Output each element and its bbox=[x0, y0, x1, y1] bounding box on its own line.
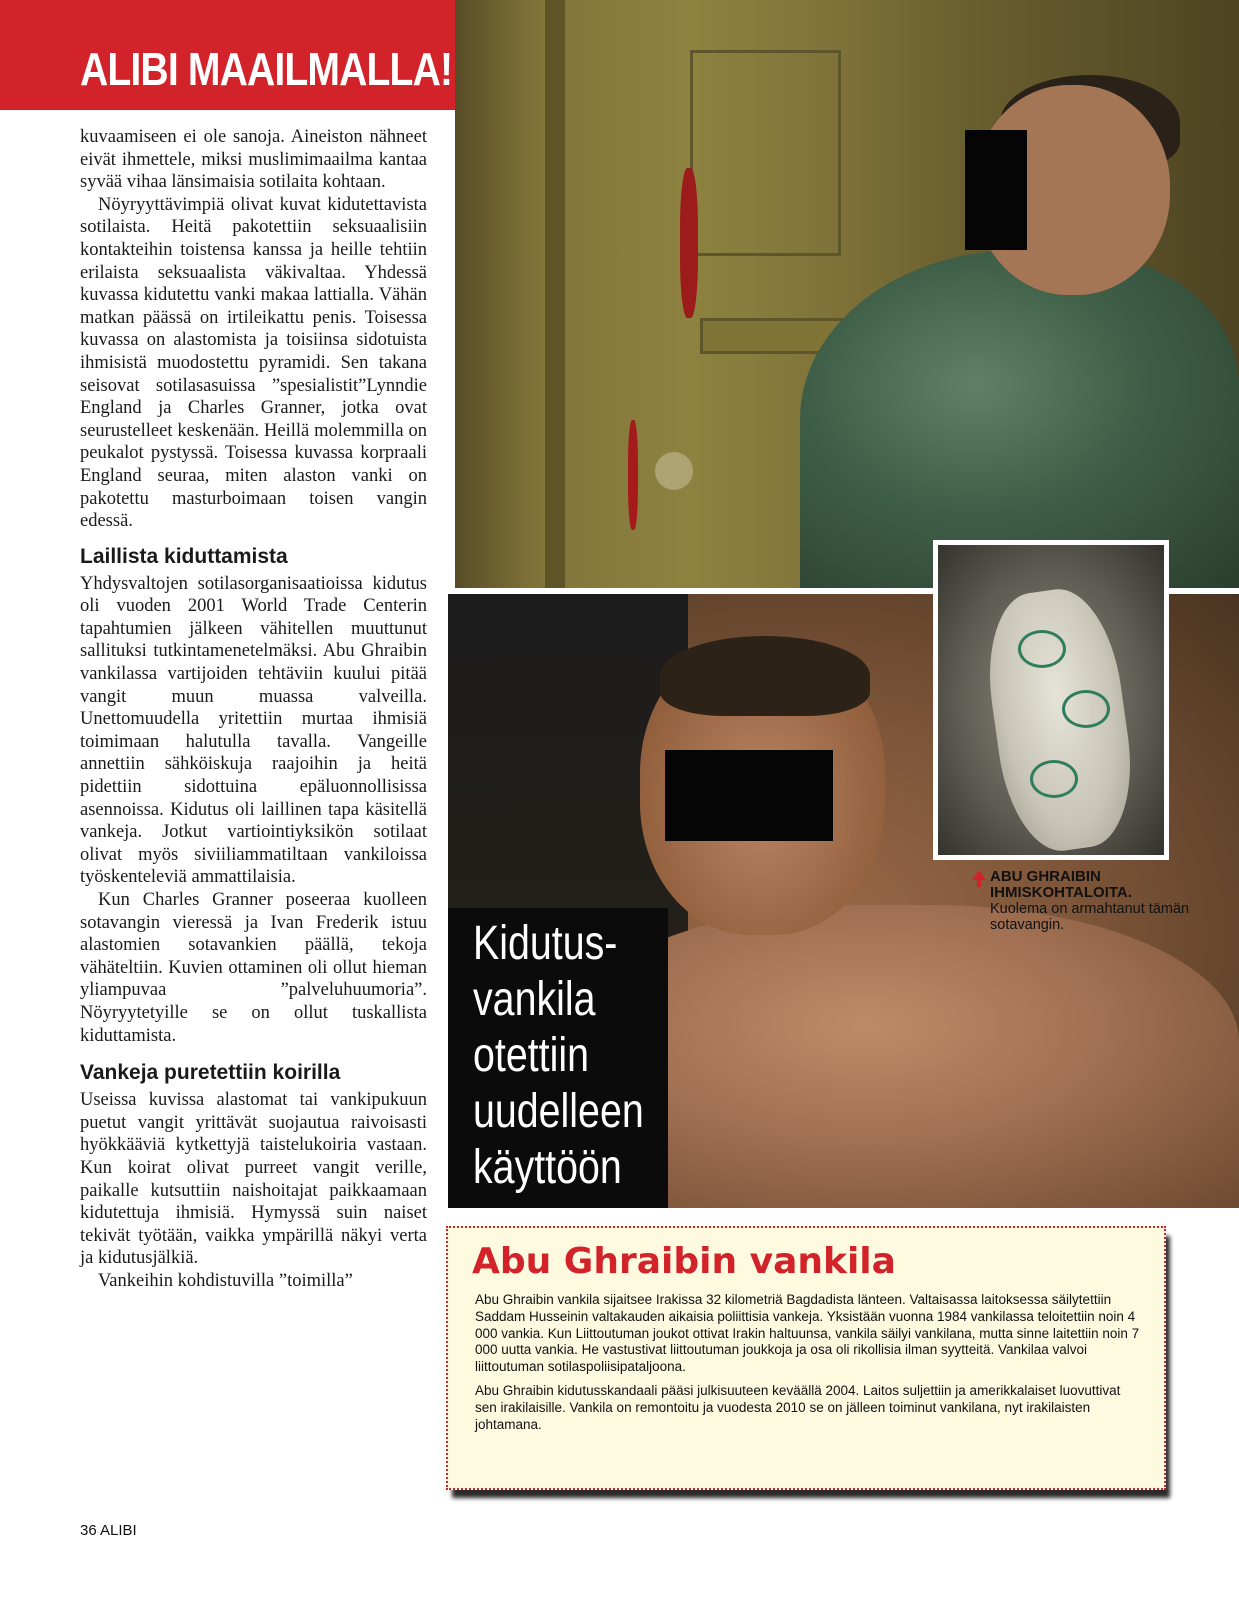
wrap-pattern bbox=[1062, 690, 1110, 728]
wrap-pattern bbox=[1030, 760, 1078, 798]
censor-bar bbox=[965, 130, 1027, 250]
photo-caption bbox=[990, 869, 1190, 933]
article-column bbox=[80, 126, 427, 1293]
section-title: ALIBI MAAILMALLA! bbox=[80, 43, 453, 95]
paragraph: Abu Ghraibin kidutusskandaali pääsi julkisuuteen keväällä 2004. Laitos suljettiin ja amerikkalaiset luovuttivat sen irakilaisille. Vankila on remontoitu ja vuodesta 2010 se on jälleen toiminut vankilana, nyt irakilaisten johtamana. bbox=[475, 1382, 1121, 1432]
blanket-figure bbox=[800, 250, 1239, 588]
blood-stain bbox=[680, 168, 698, 318]
blood-stain bbox=[628, 420, 638, 530]
paragraph: Abu Ghraibin vankila sijaitsee Irakissa 32 kilometriä Bagdadista länteen. Valtaisassa laitoksessa säilytettiin Saddam Husseinin valtakauden aikaisia poliittisia vankeja. Yksistään vuonna 1984 vankilassa teloitettiin noin 4 000 vankia. Kun Liittoutuman joukot ottivat Irakin haltuunsa, vankila säilyi vankilana, mutta sinne laitettiin noin 7 000 uutta vankia. He vastustivat liittoutuman joukkoja ja osa oli rikollisia ilman syytteitä. Vankilaa valvoi liittoutuman sotilaspoliisipataljoona. bbox=[475, 1292, 1140, 1375]
caption-text: Kuolema on armahtanut tämän sotavangin. bbox=[990, 901, 1190, 933]
hair bbox=[660, 636, 870, 716]
paragraph: kuvaamiseen ei ole sanoja. Aineiston nähneet eivät ihmettele, miksi muslimimaailma kantaa syvää vihaa länsimaisia sotilaita kohtaan. bbox=[80, 127, 427, 193]
door-slot bbox=[690, 50, 841, 256]
arrow-up-icon-stem bbox=[977, 879, 981, 887]
paragraph: Kun Charles Granner poseeraa kuolleen sotavangin vieressä ja Ivan Frederik istuu alastomien sotavankien päällä, tekoja vähäteltiin. Kuvien ottaminen oli ollut hieman yliampuvaa ”palveluhuumoria”. Nöyryytetyille se on ollut tuskallista kiduttamista. bbox=[80, 890, 427, 1046]
headline: Kidutus- vankila otettiin uudelleen käyttöön bbox=[473, 917, 644, 1194]
infobox-body bbox=[475, 1292, 1145, 1440]
infobox-title: Abu Ghraibin vankila bbox=[472, 1241, 896, 1282]
paragraph: Nöyryyttävimpiä olivat kuvat kidutettavista sotilaista. Heitä pakotettiin seksuaalisiin kontakteihin toistensa kanssa ja heille tehtiin erilaista seksuaalista väkivaltaa. Yhdessä kuvassa kidutettu vanki makaa lattialla. Vähän matkan päässä on irtileikattu penis. Toisessa kuvassa on alastomista ja toisiinsa sidotuista ihmisistä muodostettu pyramidi. Sen takana seisovat sotilasasuissa ”spesialistit”Lynndie England ja Charles Granner, jotka ovat seurustelleet keskenään. Heillä molemmilla on peukalot pystyssä. Toisessa kuvassa korpraali England seuraa, miten alaston vanki on pakotettu masturboimaan toisen vangin edessä. bbox=[80, 194, 427, 532]
wrap-pattern bbox=[1018, 630, 1066, 668]
censor-bar bbox=[665, 750, 833, 841]
page-number: 36 ALIBI bbox=[80, 1522, 137, 1539]
subheading: Vankeja puretettiin koirilla bbox=[80, 1061, 341, 1085]
paragraph: Vankeihin kohdistuvilla ”toimilla” bbox=[98, 1270, 353, 1291]
door-knob bbox=[655, 452, 693, 490]
caption-title: ABU GHRAIBIN IHMISKOHTALOITA. bbox=[990, 868, 1132, 901]
paragraph: Useissa kuvissa alastomat tai vankipukuun puetut vangit yrittävät suojautua raivoisasti hyökkääviä kytkettyjä taistelukoiria vastaan. Kun koirat olivat purreet vangit verille, paikalle kutsuttiin naishoitajat paikkaamaan kidutettuja ihmisiä. Hymyssä suin naiset tekivät työtään, vaikka ympärillä näkyi verta ja kidutusjälkiä. bbox=[80, 1090, 427, 1269]
door-frame bbox=[545, 0, 565, 588]
paragraph: Yhdysvaltojen sotilasorganisaatioissa kidutus oli vuoden 2001 World Trade Centerin tapahtumien jälkeen vähitellen muuttunut sallituksi tutkintamenetelmäksi. Abu Ghraibin vankilassa vartijoiden tehtäviin kuului pitää vangit muun muassa valveilla. Unettomuudella yritettiin murtaa ihmisiä toimimaan halutulla tavalla. Vangeille annettiin sähköiskuja raajoihin ja heitä pidettiin sidottuina epäluonnollisissa asennoissa. Kidutus oli laillinen tapa käsitellä vankeja. Jotkut vartiointiyksikön sotilaat olivat myös siviiliammatiltaan vankiloissa työskenteleviä ammattilaisia. bbox=[80, 573, 427, 888]
subheading: Laillista kiduttamista bbox=[80, 544, 288, 568]
